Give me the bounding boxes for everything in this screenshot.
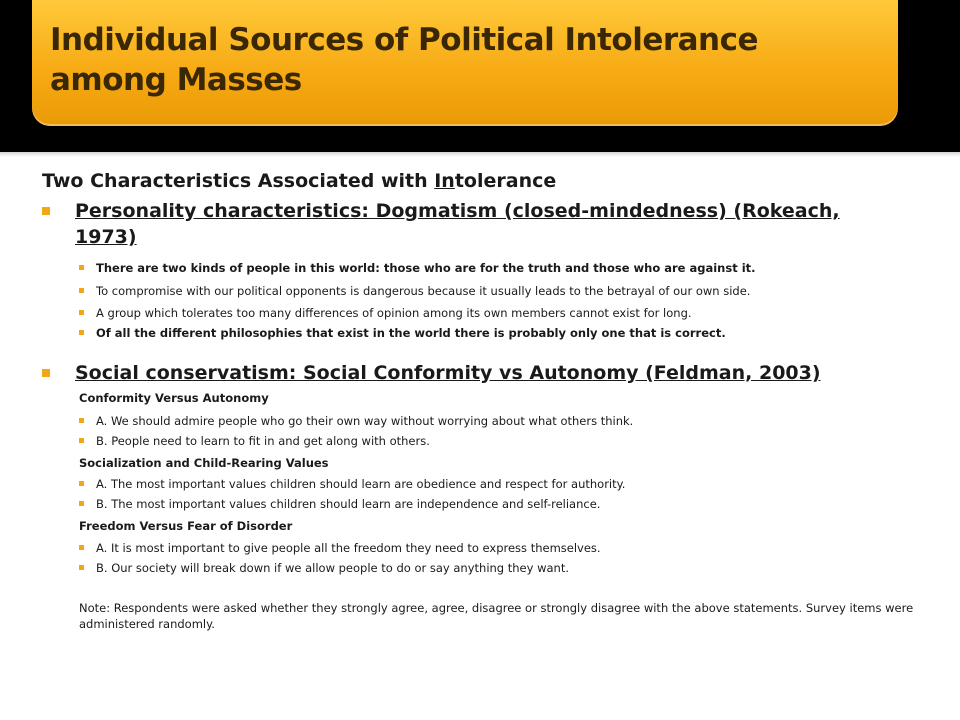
section-heading [42, 170, 556, 192]
bullet-conservatism [42, 360, 912, 388]
personality-item-text: There are two kinds of people in this world: those who are for the truth and those who are against it. [96, 261, 756, 275]
bullet-square-icon [79, 418, 84, 423]
bullet-personality [42, 198, 912, 254]
bullet-personality-text: Personality characteristics: Dogmatism (closed-mindedness) (Rokeach, 1973) [75, 200, 840, 248]
bullet-square-icon [42, 207, 50, 215]
group-heading: Conformity Versus Autonomy [79, 391, 269, 405]
bullet-square-icon [79, 265, 84, 270]
group-heading: Socialization and Child-Rearing Values [79, 456, 329, 470]
footnote-text: Note: Respondents were asked whether they strongly agree, agree, disagree or strongly disagree with the above statements. Survey items were administered randomly. [79, 601, 914, 631]
bullet-square-icon [42, 369, 50, 377]
bullet-square-icon [79, 565, 84, 570]
heading-suffix: tolerance [454, 170, 557, 192]
personality-item-text: A group which tolerates too many differences of opinion among its own members cannot exist for long. [96, 306, 692, 320]
title-box [32, 0, 898, 126]
conservatism-item-text: A. The most important values children should learn are obedience and respect for authority. [96, 477, 626, 491]
conservatism-item-text: A. We should admire people who go their own way without worrying about what others think. [96, 414, 634, 428]
bullet-square-icon [79, 545, 84, 550]
bullet-square-icon [79, 310, 84, 315]
heading-prefix: Two Characteristics Associated with [42, 170, 435, 192]
heading-underlined: In [434, 170, 455, 192]
bullet-square-icon [79, 330, 84, 335]
conservatism-item-text: B. People need to learn to fit in and get along with others. [96, 434, 430, 448]
bullet-square-icon [79, 288, 84, 293]
conservatism-item-text: A. It is most important to give people all the freedom they need to express themselves. [96, 541, 601, 555]
personality-item-text: Of all the different philosophies that exist in the world there is probably only one that is correct. [96, 326, 726, 340]
personality-item-text: To compromise with our political opponents is dangerous because it usually leads to the betrayal of our own side. [96, 284, 751, 298]
title-band [0, 0, 960, 152]
divider [0, 152, 960, 157]
bullet-square-icon [79, 438, 84, 443]
conservatism-item-text: B. The most important values children should learn are independence and self-reliance. [96, 497, 601, 511]
slide-title: Individual Sources of Political Intolerance among Masses [50, 22, 759, 98]
conservatism-item-text: B. Our society will break down if we allow people to do or say anything they want. [96, 561, 569, 575]
bullet-square-icon [79, 501, 84, 506]
group-heading: Freedom Versus Fear of Disorder [79, 519, 293, 533]
bullet-square-icon [79, 481, 84, 486]
bullet-conservatism-text: Social conservatism: Social Conformity vs Autonomy (Feldman, 2003) [75, 362, 821, 384]
footnote [79, 600, 949, 632]
